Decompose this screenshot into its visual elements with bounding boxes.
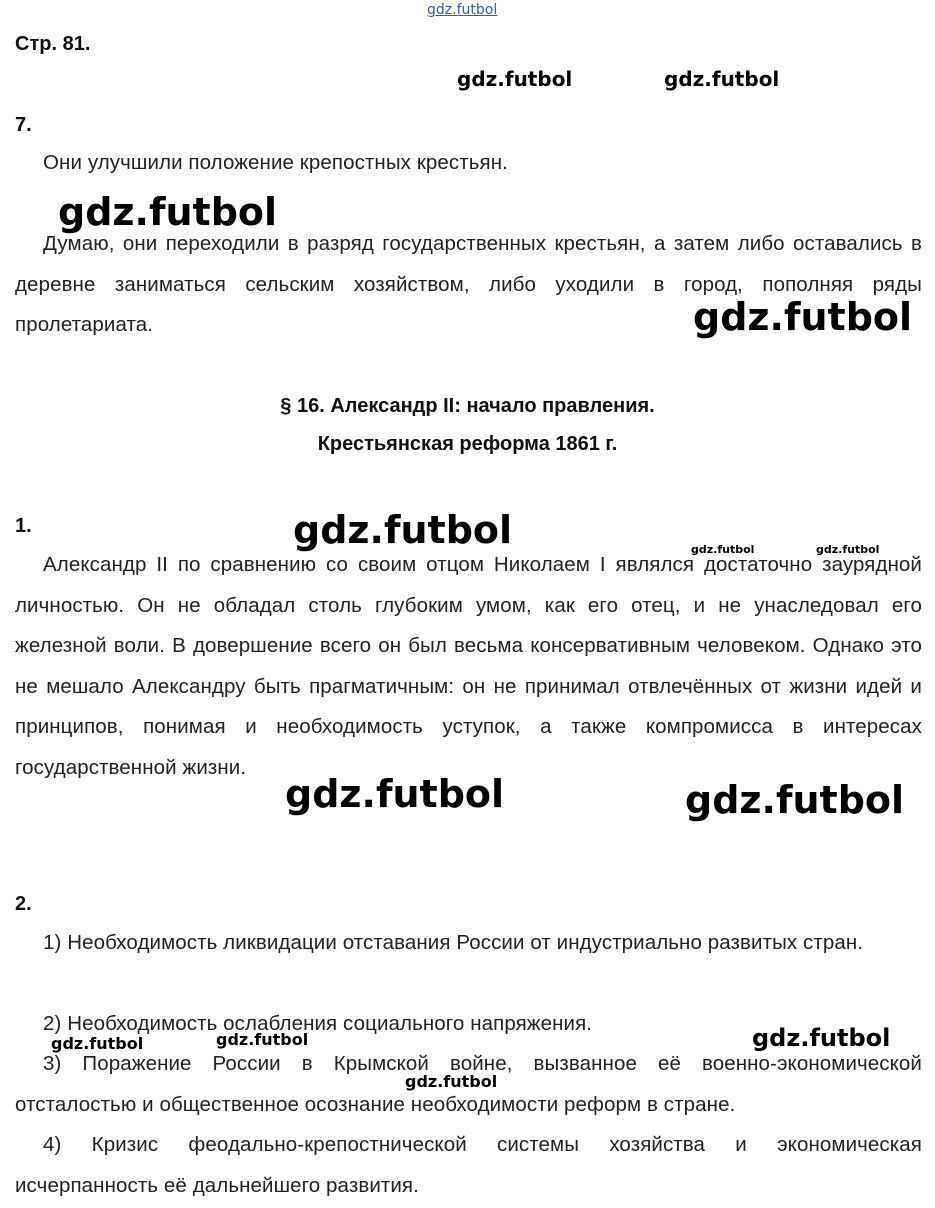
answer-paragraph: Думаю, они переходили в разряд государственных крестьян, а затем либо оставались в деревне заниматься сельским хозяйством, либо уходили в город, пополняя ряды пролетариата. (15, 232, 922, 336)
question-number: 1. (15, 515, 32, 537)
watermark: gdz.futbol (685, 778, 905, 822)
question-number: 2. (15, 893, 32, 915)
watermark: gdz.futbol (752, 1024, 891, 1052)
watermark: gdz.futbol (691, 543, 755, 556)
watermark: gdz.futbol (405, 1072, 498, 1091)
watermark: gdz.futbol (216, 1030, 309, 1049)
watermark: gdz.futbol (58, 190, 278, 234)
list-item: 1) Необходимость ликвидации отставания России от индустриально развитых стран. (43, 931, 864, 954)
page-reference: Стр. 81. (15, 33, 91, 55)
section-title: § 16. Александр II: начало правления. (280, 395, 655, 417)
watermark: gdz.futbol (293, 508, 513, 552)
question-number: 7. (15, 114, 32, 136)
watermark: gdz.futbol (51, 1034, 144, 1053)
answer-paragraph: Они улучшили положение крепостных крестьян. (43, 151, 508, 174)
answer-paragraph: Александр II по сравнению со своим отцом Николаем I являлся достаточно заурядной личностью. Он не обладал столь глубоким умом, как его отец, и не унаследовал его железной воли. В довершение всего он был весьма консервативным человеком. Однако это не мешало Александру быть прагматичным: он не принимал отвлечённых от жизни идей и принципов, понимая и необходимость уступок, а также компромисса в интересах государственной жизни. (15, 553, 922, 779)
watermark: gdz.futbol (693, 295, 913, 339)
section-subtitle: Крестьянская реформа 1861 г. (317, 433, 618, 455)
list-item: 4) Кризис феодально-крепостнической системы хозяйства и экономическая исчерпанность её дальнейшего развития. (15, 1133, 922, 1197)
watermark: gdz.futbol (664, 67, 780, 91)
watermark: gdz.futbol (285, 772, 505, 816)
list-item: 2) Необходимость ослабления социального напряжения. (43, 1012, 593, 1035)
watermark: gdz.futbol (457, 67, 573, 91)
list-item: 3) Поражение России в Крымской войне, вызванное её военно-экономической отсталостью и общественное осознание необходимости реформ в стране. (15, 1052, 922, 1116)
watermark-top: gdz.futbol (427, 2, 498, 18)
watermark: gdz.futbol (816, 543, 880, 556)
